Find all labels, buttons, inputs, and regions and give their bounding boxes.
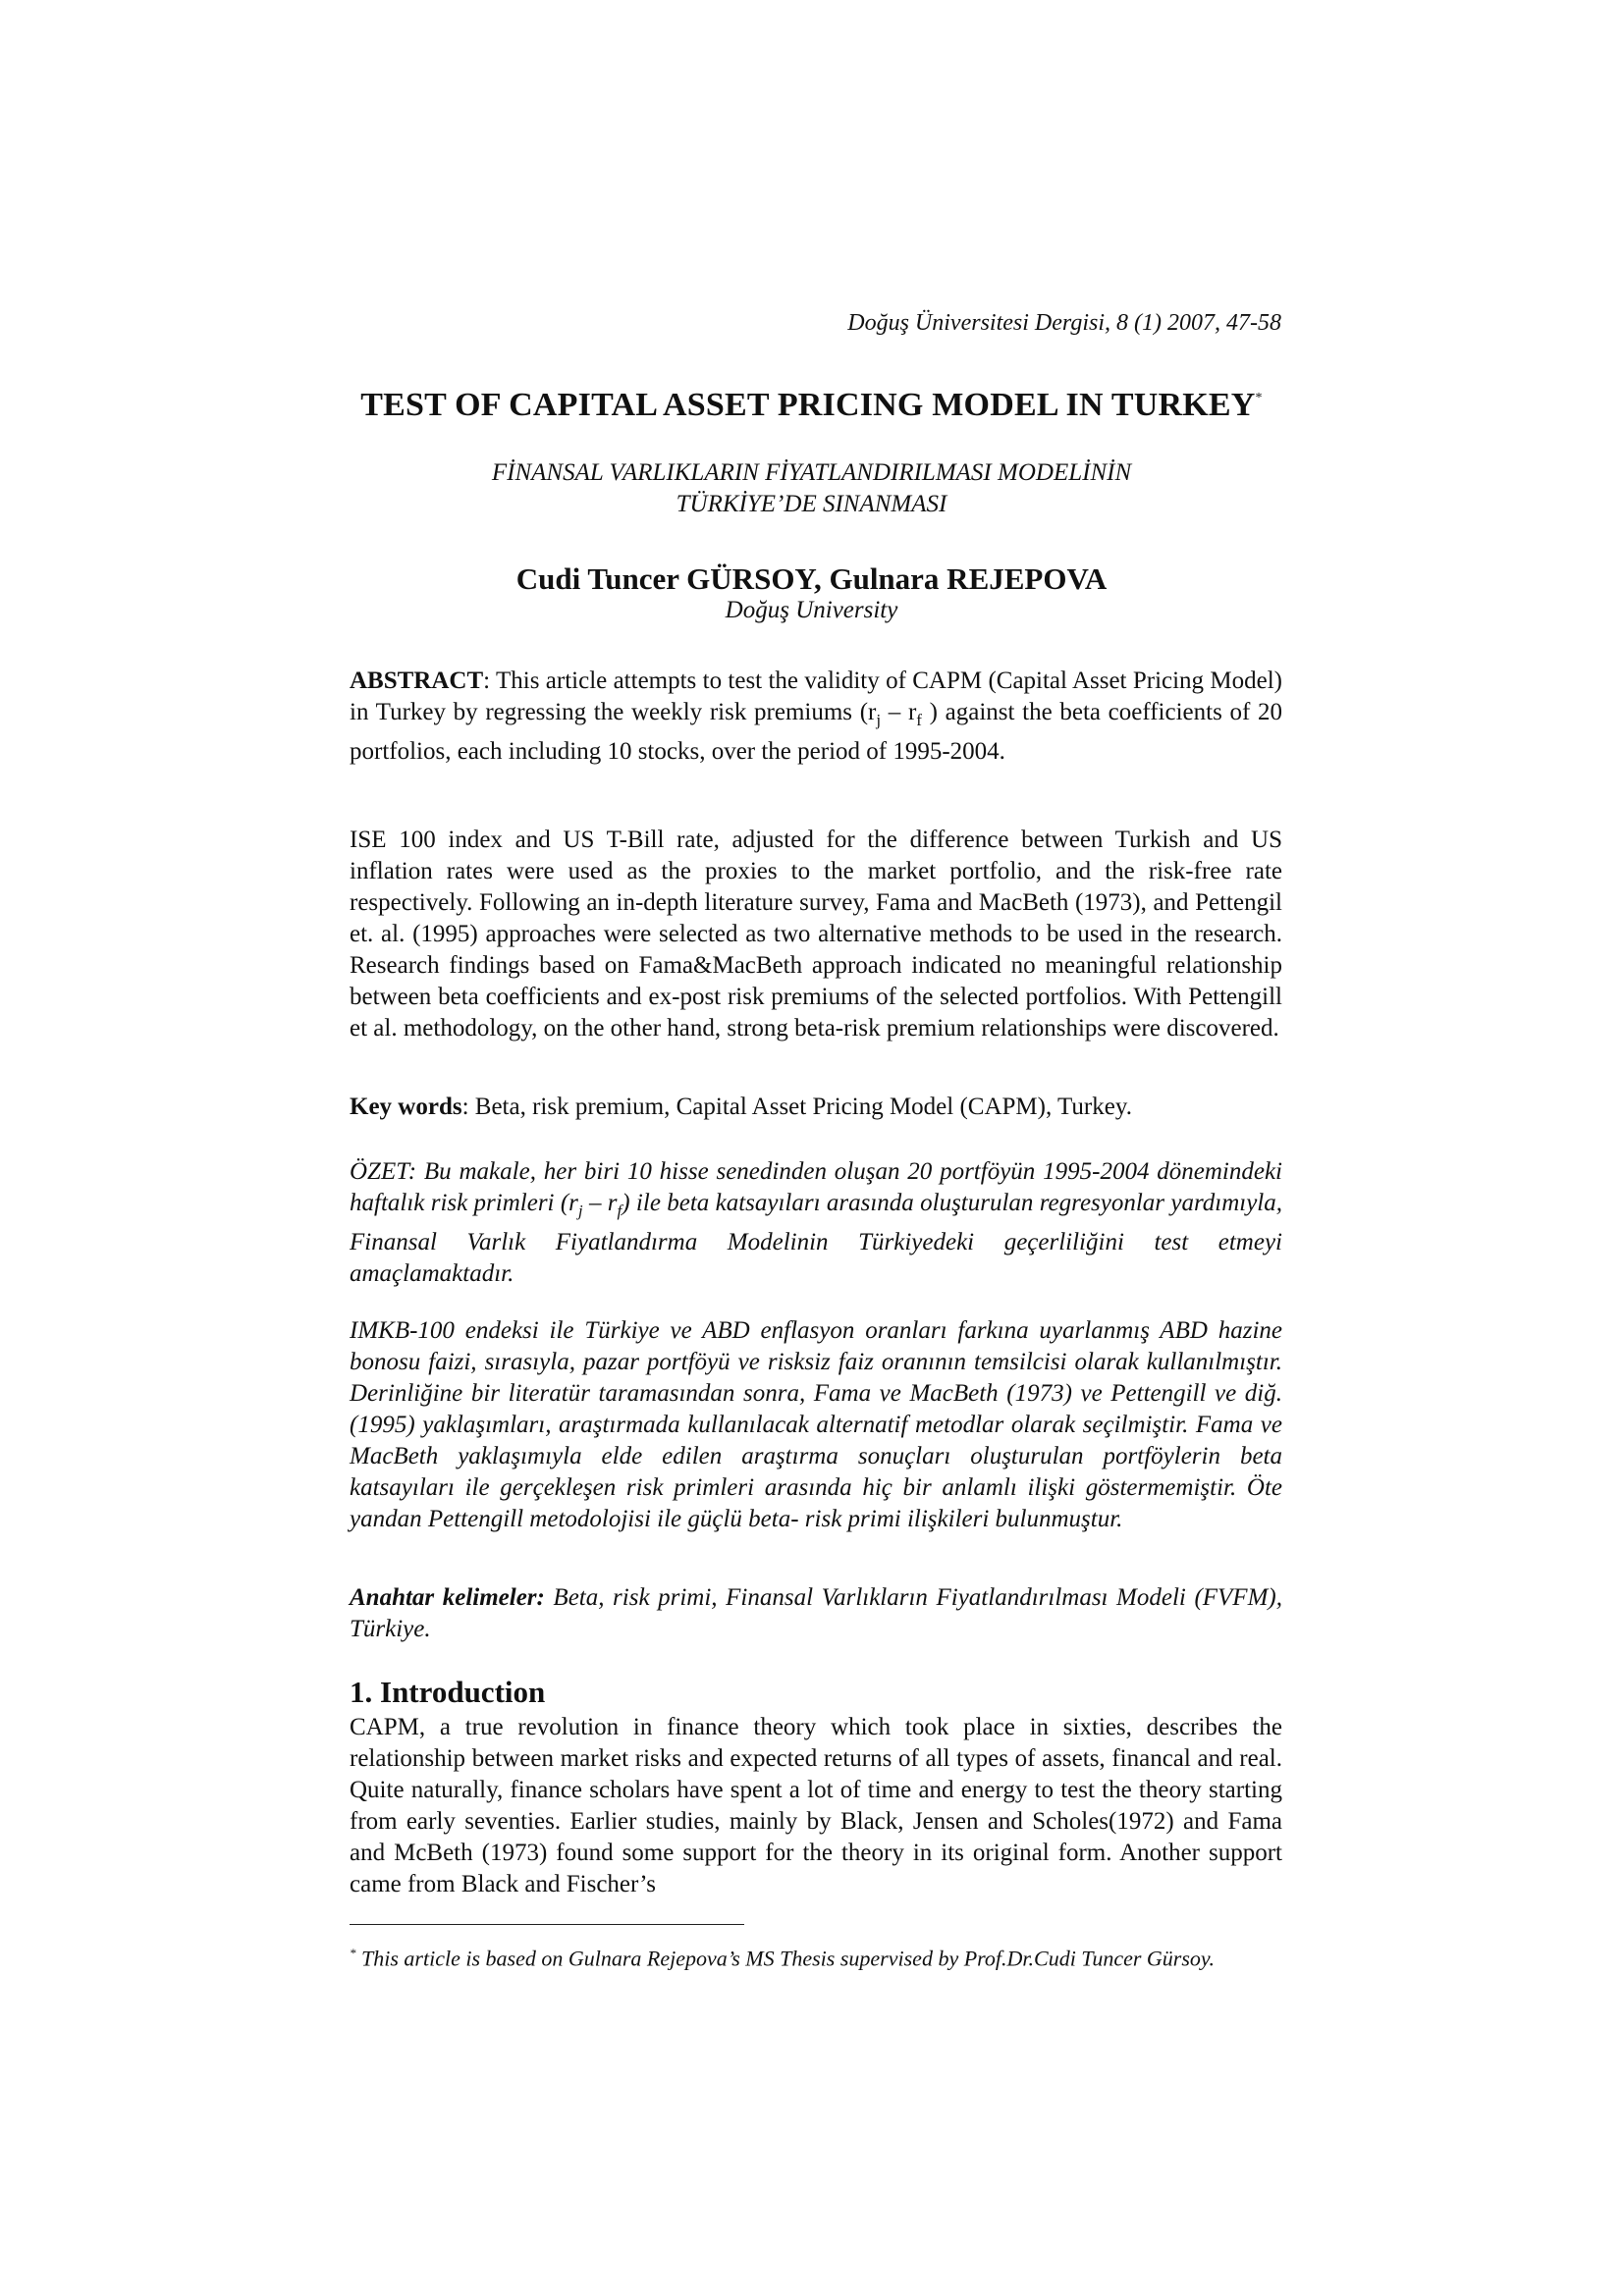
ozet-subscript-f: f <box>617 1201 622 1220</box>
keywords-text: : Beta, risk premium, Capital Asset Pricing Model (CAPM), Turkey. <box>461 1094 1132 1120</box>
introduction-text: CAPM, a true revolution in finance theory which took place in sixties, describes the relationship between market risks and expected returns of all types of assets, financal and real. Quite naturally, finance scholars have spent a lot of time and energy to test the theory starting from early seventies. Earlier studies, mainly by Black, Jensen and Scholes(1972) and Fama and McBeth (1973) found some support for the theory in its original form. Another support came from Black and Fischer’s <box>350 1714 1282 1897</box>
journal-reference: Doğuş Üniversitesi Dergisi, 8 (1) 2007, 47-58 <box>847 310 1281 336</box>
ozet-paragraph-2 <box>350 1315 1282 1535</box>
abstract-subscript-f: f <box>916 711 922 729</box>
anahtar-kelimeler <box>350 1582 1282 1645</box>
ozet-paragraph-1 <box>350 1156 1282 1290</box>
introduction-paragraph <box>350 1712 1282 1900</box>
abstract-p2-text: ISE 100 index and US T-Bill rate, adjusted for the difference between Turkish and US inflation rates were used as the proxies to the market portfolio, and the risk-free rate respectively. Following an in-depth literature survey, Fama and MacBeth (1973), and Pettengil et. al. (1995) approaches were selected as two alternative methods to be used in the research. Research findings based on Fama&MacBeth approach indicated no meaningful relationship between beta coefficients and ex-post risk premiums of the selected portfolios. With Pettengill et al. methodology, on the other hand, strong beta-risk premium relationships were discovered. <box>350 827 1282 1041</box>
anahtar-kelimeler-text: Beta, risk primi, Finansal Varlıkların Fiyatlandırılması Modeli (FVFM), Türkiye. <box>350 1584 1282 1642</box>
abstract-text-b: – r <box>881 699 917 725</box>
ozet-subscript-j: j <box>577 1201 583 1220</box>
anahtar-kelimeler-label: Anahtar kelimeler: <box>350 1584 545 1611</box>
abstract-paragraph-1 <box>350 666 1282 768</box>
ozet-text-a: Bu makale, her biri 10 hisse senedinden oluşan 20 portföyün 1995-2004 dönemindeki haftalık risk primleri (r <box>350 1158 1282 1216</box>
footnote-mark: * <box>350 1946 356 1960</box>
keywords <box>350 1092 1282 1123</box>
abstract-subscript-j: j <box>876 711 882 729</box>
paper-title <box>0 387 1623 424</box>
abstract-text-a: : This article attempts to test the validity of CAPM (Capital Asset Pricing Model) in Turkey by regressing the weekly risk premiums (r <box>350 667 1282 725</box>
author-affiliation: Doğuş University <box>725 597 898 623</box>
ozet-text-b: – r <box>582 1190 618 1216</box>
ozet-label: ÖZET: <box>350 1158 417 1185</box>
title-footnote-mark: * <box>1255 391 1263 405</box>
footnote-text: This article is based on Gulnara Rejepova’s MS Thesis supervised by Prof.Dr.Cudi Tuncer Gürsoy. <box>355 1946 1215 1971</box>
abstract-paragraph-2 <box>350 825 1282 1044</box>
author-names: Cudi Tuncer GÜRSOY, Gulnara REJEPOVA <box>515 561 1108 596</box>
footnote-divider <box>350 1924 744 1925</box>
turkish-title-line-1: FİNANSAL VARLIKLARIN FİYATLANDIRILMASI MODELİNİN <box>491 459 1132 486</box>
ozet-p2-text: IMKB-100 endeksi ile Türkiye ve ABD enflasyon oranları farkına uyarlanmış ABD hazine bonosu faizi, sırasıyla, pazar portföyü ve risksiz faiz oranının temsilcisi olarak kullanılmıştır. Derinliğine bir literatür taramasından sonra, Fama ve MacBeth (1973) ve Pettengill ve diğ. (1995) yaklaşımları, araştırmada kullanılacak alternatif metodlar olarak seçilmiştir. Fama ve MacBeth yaklaşımıyla elde edilen araştırma sonuçları oluşturulan portföylerin beta katsayıları ile gerçekleşen risk primleri arasında hiç bir anlamlı ilişki göstermemiştir. Öte yandan Pettengill metodolojisi ile güçlü beta- risk primi ilişkileri bulunmuştur. <box>350 1317 1282 1532</box>
keywords-label: Key words <box>350 1094 462 1120</box>
paper-title-text: TEST OF CAPITAL ASSET PRICING MODEL IN TURKEY <box>360 387 1256 423</box>
section-heading-introduction: 1. Introduction <box>350 1675 546 1709</box>
ozet-text-c: ) ile beta katsayıları arasında oluşturulan regresyonlar yardımıyla, Finansal Varlık Fiyatlandırma Modelinin Türkiyedeki geçerliliğini test etmeyi amaçlamaktadır. <box>350 1190 1283 1287</box>
turkish-title-line-2: TÜRKİYE’DE SINANMASI <box>676 491 947 517</box>
abstract-label: ABSTRACT <box>350 667 484 694</box>
turkish-title <box>0 457 1623 520</box>
abstract-text-c: ) against the beta coefficients of 20 portfolios, each including 10 stocks, over the period of 1995-2004. <box>350 699 1282 765</box>
footnote <box>350 1940 1282 1972</box>
